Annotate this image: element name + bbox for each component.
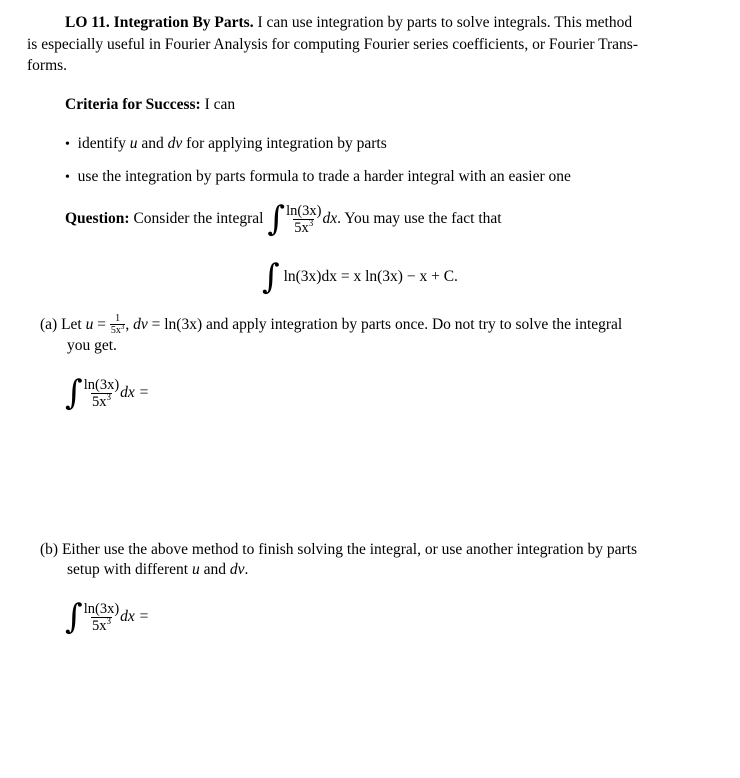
part-b-line2-end: .: [244, 561, 249, 578]
part-b-frac-den: $5x^3$: [91, 615, 111, 634]
lo-line-2: is especially useful in Fourier Analysis for computing Fourier series coefficients, or Fourier Trans-: [27, 36, 638, 53]
question-fact: [262, 257, 458, 297]
part-b-line-1: [40, 540, 637, 560]
part-b-dx: dx =: [120, 608, 150, 625]
part-a-u-num: 1: [115, 313, 121, 324]
fact-formula: ln(3x)dx = x ln(3x) − x + C.: [283, 268, 458, 285]
item1-mid: and: [137, 135, 168, 152]
part-a-fraction: [83, 377, 120, 410]
question-frac-num: ln(3x): [286, 202, 322, 219]
part-a-line-1: [40, 313, 622, 336]
part-b-line2-mid: and: [199, 561, 230, 578]
question-frac-den: $5x^3$: [294, 217, 314, 236]
part-b-line-2: [67, 560, 248, 580]
item1-var-dv: dv: [167, 135, 183, 152]
lo-line-3: forms.: [27, 57, 68, 74]
part-a-u-fraction: [110, 313, 126, 336]
part-a-label: (a): [40, 315, 58, 333]
part-a-dx: dx =: [120, 384, 150, 401]
integral-sign-icon: ∫: [267, 199, 286, 239]
question-fraction: [285, 203, 322, 236]
integral-sign-icon: ∫: [65, 597, 83, 637]
part-a-expression[interactable]: [65, 373, 150, 413]
criteria-heading: [65, 95, 235, 115]
item2-text: use the integration by parts formula to trade a harder integral with an easier one: [77, 168, 571, 185]
part-a-sep: ,: [125, 315, 130, 333]
question-after: . You may use the fact that: [337, 210, 502, 227]
integral-sign-icon: ∫: [262, 257, 280, 297]
item1-var-u: u: [129, 135, 138, 152]
part-a-dv: dv: [133, 315, 148, 333]
lo-line-1: [65, 13, 632, 33]
lo-heading: LO 11. Integration By Parts.: [65, 14, 254, 31]
part-a-u-den: $5x^3$: [110, 323, 125, 336]
part-a-line-2: you get.: [67, 337, 117, 354]
part-b-label: (b): [40, 541, 59, 558]
criteria-label: Criteria for Success:: [65, 96, 201, 113]
part-a-u: u: [85, 315, 94, 333]
item1-suffix: for applying integration by parts: [182, 135, 387, 152]
criteria-item-2: [65, 167, 571, 188]
part-a-frac-den: $5x^3$: [91, 391, 111, 410]
part-b-fraction: [83, 601, 120, 634]
part-b-text: Either use the above method to finish solving the integral, or use another integration by parts: [61, 541, 638, 558]
criteria-item-1: [65, 134, 387, 155]
question-line: [65, 199, 502, 239]
item1-prefix: identify: [77, 135, 130, 152]
part-b-frac-num: ln(3x): [83, 600, 120, 617]
part-b-line2-prefix: setup with different: [67, 561, 192, 578]
bullet-icon: •: [65, 137, 70, 152]
part-a-dv-rhs: = ln(3x) and apply integration by parts once. Do not try to solve the integral: [151, 315, 623, 333]
criteria-text: I can: [204, 96, 236, 113]
question-before: Consider the integral: [133, 210, 264, 227]
part-b-expression[interactable]: [65, 597, 150, 637]
part-a-eq: =: [97, 315, 106, 333]
bullet-icon: •: [65, 170, 70, 185]
part-b-u: u: [191, 561, 200, 578]
question-label: Question:: [65, 210, 130, 227]
lo-intro: I can use integration by parts to solve integrals. This method: [257, 14, 633, 31]
question-dx: dx: [322, 210, 338, 227]
part-b-dv: dv: [229, 561, 245, 578]
part-a-frac-num: ln(3x): [83, 376, 120, 393]
part-a-let: Let: [61, 315, 82, 333]
integral-sign-icon: ∫: [65, 373, 83, 413]
